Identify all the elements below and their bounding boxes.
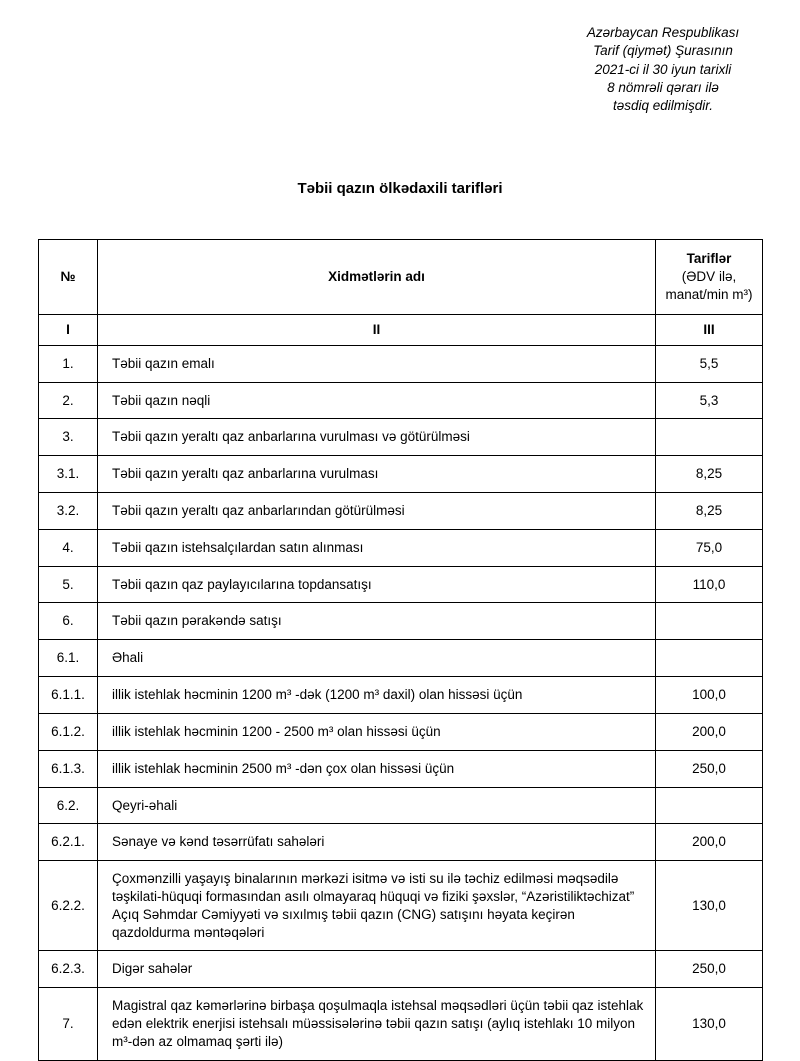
row-service: Təbii qazın qaz paylayıcılarına topdansatışı	[98, 566, 656, 603]
row-no: 6.	[39, 603, 98, 640]
table-row	[39, 456, 763, 493]
table-row	[39, 951, 763, 988]
row-no: 4.	[39, 529, 98, 566]
header-tariff-label: Tariflər	[686, 251, 732, 267]
approval-line: təsdiq edilmişdir.	[612, 98, 714, 114]
row-tariff: 110,0	[656, 566, 763, 603]
table-row	[39, 750, 763, 787]
header-tariff-sub: (ƏDV ilə, manat/min m³)	[665, 268, 753, 302]
row-tariff	[656, 640, 763, 677]
row-no: 6.2.	[39, 787, 98, 824]
approval-line: 2021-ci il 30 iyun tarixli	[594, 61, 732, 77]
row-no: 6.2.3.	[39, 951, 98, 988]
row-no: 7.	[39, 988, 98, 1060]
table-row	[39, 824, 763, 861]
row-service: Təbii qazın yeraltı qaz anbarlarına vurulması	[98, 456, 656, 493]
table-header-row	[39, 239, 763, 314]
table-row	[39, 640, 763, 677]
table-row	[39, 493, 763, 530]
row-service: Təbii qazın yeraltı qaz anbarlarına vurulması və götürülməsi	[98, 419, 656, 456]
row-no: 3.1.	[39, 456, 98, 493]
row-service: Təbii qazın yeraltı qaz anbarlarından götürülməsi	[98, 493, 656, 530]
row-tariff	[656, 419, 763, 456]
row-service: Qeyri-əhali	[98, 787, 656, 824]
row-no: 6.1.	[39, 640, 98, 677]
table-row	[39, 529, 763, 566]
header-no: №	[39, 239, 98, 314]
table-subheader-row	[39, 314, 763, 345]
row-service: Əhali	[98, 640, 656, 677]
row-service: Digər sahələr	[98, 951, 656, 988]
table-row	[39, 603, 763, 640]
row-no: 6.2.1.	[39, 824, 98, 861]
subheader-col3: III	[656, 314, 763, 345]
row-no: 2.	[39, 382, 98, 419]
tariff-table	[38, 239, 763, 1061]
approval-line: Tarif (qiymət) Şurasının	[593, 43, 733, 59]
table-row	[39, 787, 763, 824]
row-service: illik istehlak həcminin 1200 - 2500 m³ olan hissəsi üçün	[98, 713, 656, 750]
table-row	[39, 988, 763, 1060]
row-no: 5.	[39, 566, 98, 603]
row-tariff: 8,25	[656, 456, 763, 493]
row-service: Təbii qazın nəqli	[98, 382, 656, 419]
header-service: Xidmətlərin adı	[98, 239, 656, 314]
row-tariff: 250,0	[656, 951, 763, 988]
row-no: 6.2.2.	[39, 861, 98, 951]
row-tariff: 200,0	[656, 713, 763, 750]
row-tariff: 100,0	[656, 677, 763, 714]
approval-line: 8 nömrəli qərarı ilə	[607, 80, 719, 96]
row-tariff: 130,0	[656, 988, 763, 1060]
table-row	[39, 419, 763, 456]
row-no: 6.1.1.	[39, 677, 98, 714]
row-no: 6.1.2.	[39, 713, 98, 750]
row-no: 6.1.3.	[39, 750, 98, 787]
approval-note	[558, 24, 768, 116]
subheader-col1: I	[39, 314, 98, 345]
row-no: 1.	[39, 345, 98, 382]
row-service: Magistral qaz kəmərlərinə birbaşa qoşulmaqla istehsal məqsədləri üçün təbii qaz istehlak edən elektrik enerjisi istehsalı müəssisələrinə təbii qazın satışı (aylıq istehlakı 10 milyon m³-dən az olmamaq şərti ilə)	[98, 988, 656, 1060]
subheader-col2: II	[98, 314, 656, 345]
row-no: 3.	[39, 419, 98, 456]
table-row	[39, 677, 763, 714]
row-no: 3.2.	[39, 493, 98, 530]
page-title: Təbii qazın ölkədaxili tarifləri	[297, 179, 503, 197]
row-tariff: 130,0	[656, 861, 763, 951]
row-tariff: 250,0	[656, 750, 763, 787]
table-row	[39, 382, 763, 419]
table-row	[39, 345, 763, 382]
row-tariff: 200,0	[656, 824, 763, 861]
table-row	[39, 566, 763, 603]
row-service: illik istehlak həcminin 1200 m³ -dək (1200 m³ daxil) olan hissəsi üçün	[98, 677, 656, 714]
table-row	[39, 861, 763, 951]
row-service: Təbii qazın emalı	[98, 345, 656, 382]
row-service: illik istehlak həcminin 2500 m³ -dən çox olan hissəsi üçün	[98, 750, 656, 787]
row-tariff: 5,5	[656, 345, 763, 382]
row-tariff: 75,0	[656, 529, 763, 566]
row-tariff	[656, 603, 763, 640]
table-row	[39, 713, 763, 750]
row-tariff: 5,3	[656, 382, 763, 419]
header-tariff	[656, 239, 763, 314]
row-service: Təbii qazın istehsalçılardan satın alınması	[98, 529, 656, 566]
row-service: Sənaye və kənd təsərrüfatı sahələri	[98, 824, 656, 861]
approval-line: Azərbaycan Respublikası	[586, 25, 740, 40]
row-service: Təbii qazın pərakəndə satışı	[98, 603, 656, 640]
row-tariff	[656, 787, 763, 824]
row-tariff: 8,25	[656, 493, 763, 530]
row-service: Çoxmənzilli yaşayış binalarının mərkəzi isitmə və isti su ilə təchiz edilməsi məqsədilə təşkilati-hüquqi formasından asılı olmayaraq hüquqi və fiziki şəxslər, “Azəristiliktəchizat” Açıq Səhmdar Cəmiyyəti və sıxılmış təbii qazın (CNG) satışını həyata keçirən qazdoldurma məntəqələri	[98, 861, 656, 951]
